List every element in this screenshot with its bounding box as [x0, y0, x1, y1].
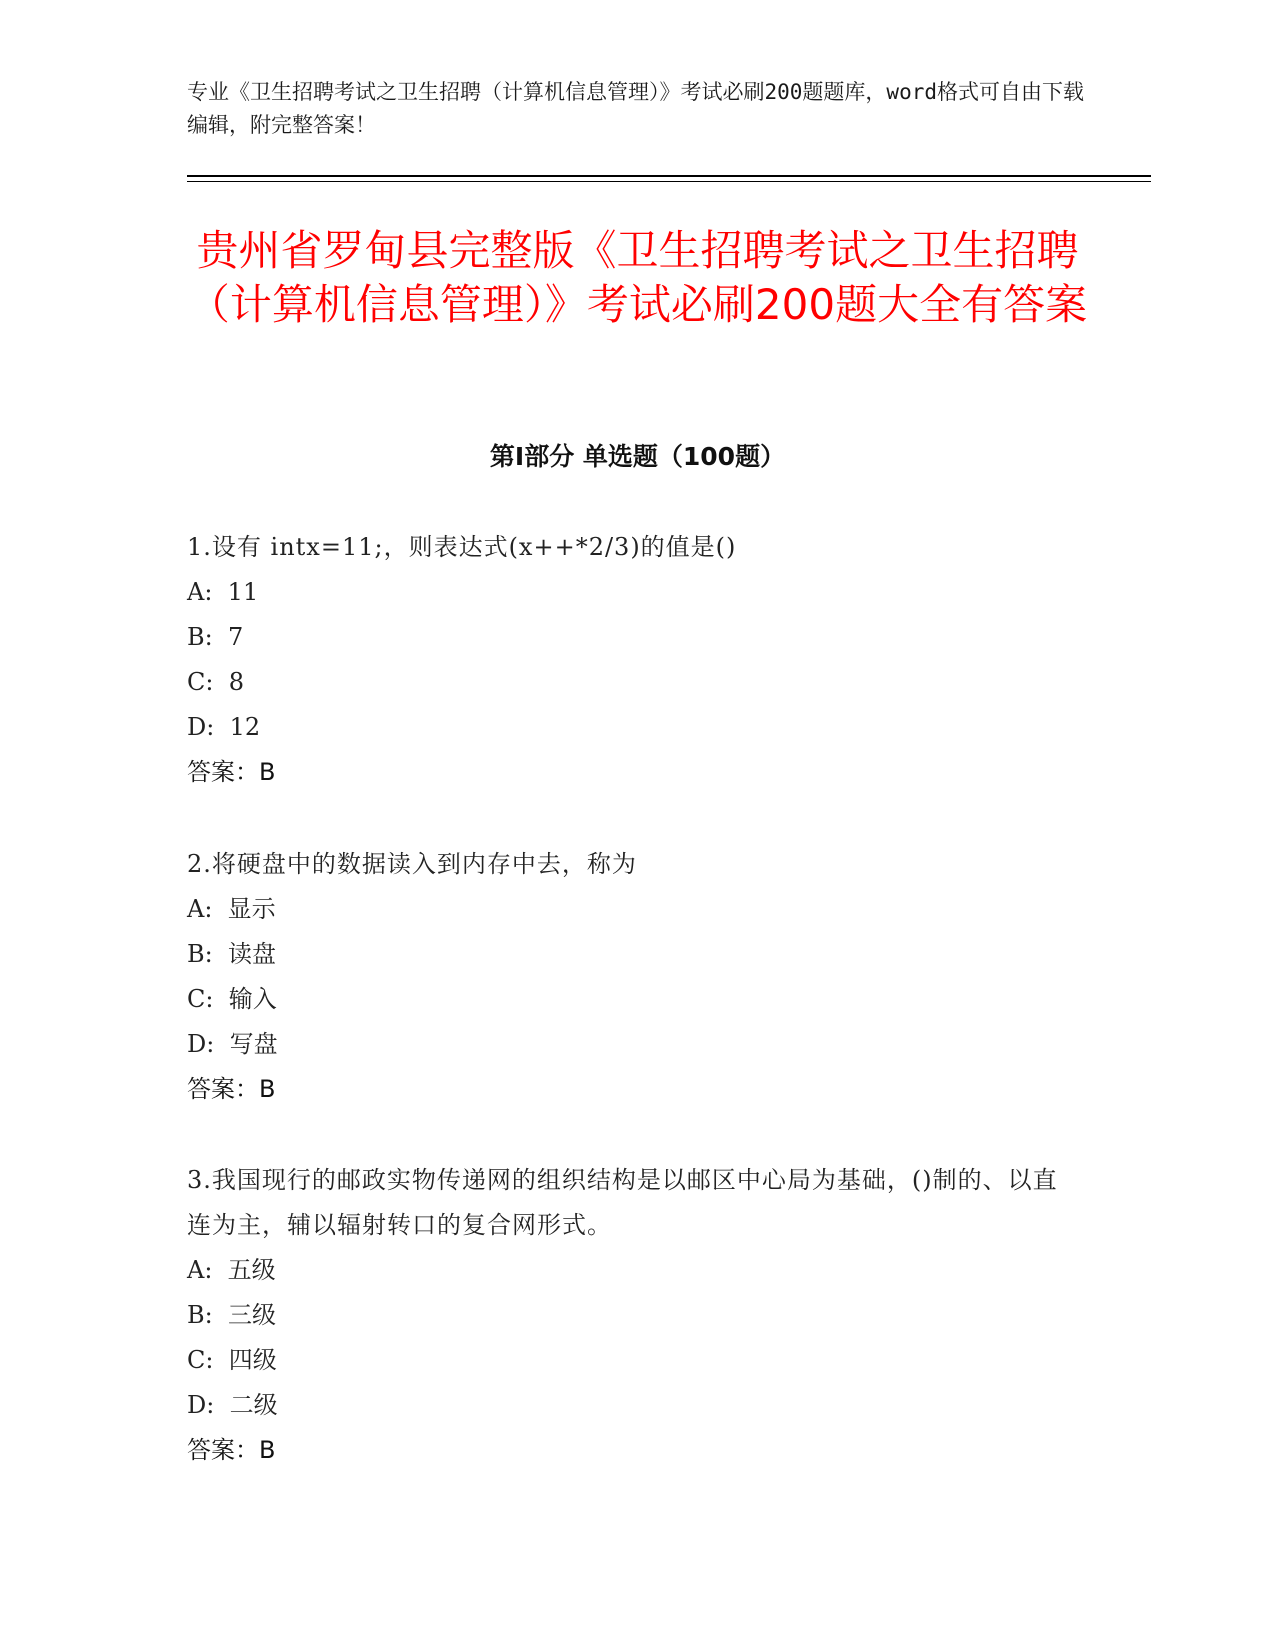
question-item	[187, 842, 1067, 1112]
option-a: A: 五级	[187, 1256, 276, 1284]
answer-line: 答案：B	[187, 1075, 276, 1103]
question-item	[187, 1158, 1067, 1473]
option-d: D: 写盘	[187, 1030, 278, 1058]
option-c: C: 四级	[187, 1346, 277, 1374]
question-stem: 1.设有 intx=11;，则表达式(x++*2/3)的值是()	[187, 533, 737, 561]
header-divider	[187, 175, 1151, 177]
option-b: B: 读盘	[187, 940, 276, 968]
option-c: C: 输入	[187, 985, 277, 1013]
option-b: B: 7	[187, 623, 244, 651]
option-a: A: 11	[187, 578, 259, 606]
question-stem: 2.将硬盘中的数据读入到内存中去，称为	[187, 850, 637, 878]
header-note: 专业《卫生招聘考试之卫生招聘（计算机信息管理）》考试必刷200题题库，word格式可自由下载编辑，附完整答案！	[187, 80, 1084, 137]
question-stem: 3.我国现行的邮政实物传递网的组织结构是以邮区中心局为基础，()制的、以直连为主，辅以辐射转口的复合网形式。	[187, 1166, 1058, 1239]
header-divider-thin	[187, 181, 1151, 182]
option-d: D: 二级	[187, 1391, 278, 1419]
option-d: D: 12	[187, 713, 261, 741]
document-title: 贵州省罗甸县完整版《卫生招聘考试之卫生招聘（计算机信息管理）》考试必刷200题大全有答案	[187, 226, 1088, 329]
question-item	[187, 525, 1067, 795]
option-b: B: 三级	[187, 1301, 276, 1329]
answer-line: 答案：B	[187, 1436, 276, 1464]
option-a: A: 显示	[187, 895, 276, 923]
section-title: 第Ⅰ部分 单选题（100题）	[489, 442, 786, 471]
option-c: C: 8	[187, 668, 244, 696]
answer-line: 答案：B	[187, 758, 276, 786]
